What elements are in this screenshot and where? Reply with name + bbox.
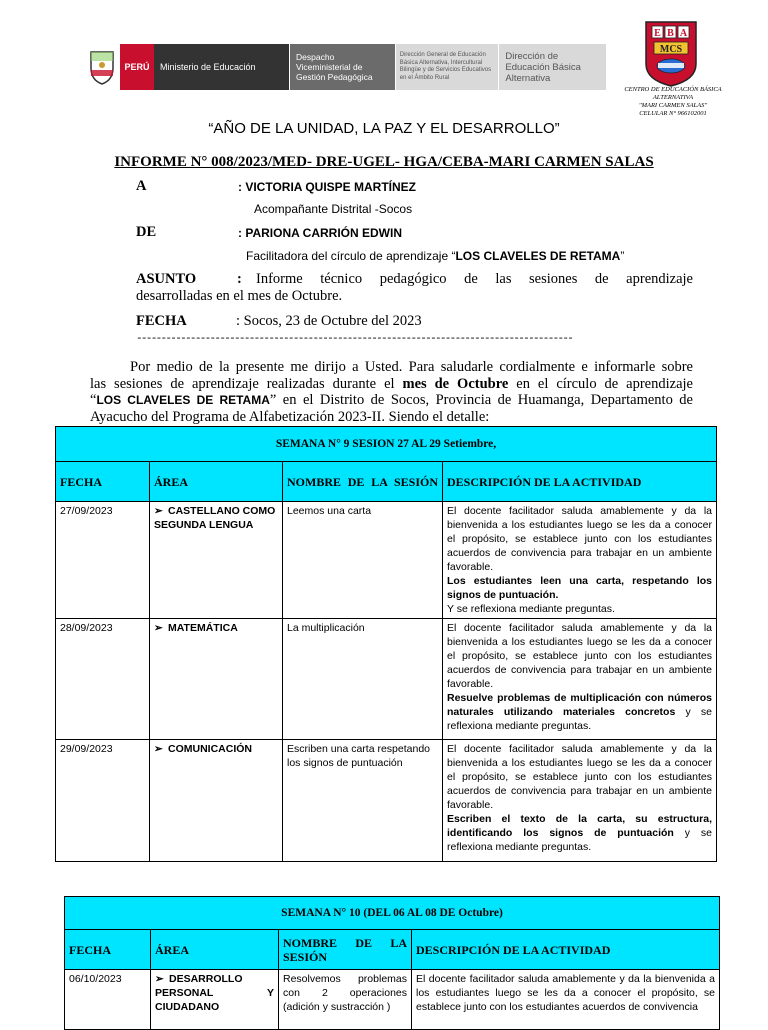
week9-title: SEMANA N° 9 SESION 27 AL 29 Setiembre, [56, 427, 717, 462]
col-descripcion: DESCRIPCIÓN DE LA ACTIVIDAD [412, 930, 720, 970]
col-nombre: NOMBRE DE LA SESIÓN [283, 462, 443, 502]
col-nombre: NOMBRE DE LA SESIÓN [279, 930, 412, 970]
asunto-text: Informe técnico pedagógico de las sesiones de aprendizaje [256, 271, 693, 287]
week10-table [64, 896, 720, 1030]
logo-letter-a: A [679, 28, 688, 39]
school-info [612, 86, 734, 118]
intro-line-4: Ayacucho del Programa de Alfabetización 2023-II. Siendo el detalle: [90, 408, 490, 425]
col-area: ÁREA [151, 930, 279, 970]
row-descripcion: El docente facilitador saluda amablemente y da la bienvenida a los estudiantes luego se les da a conocer el propósito, se establece junto con los estudiantes acuerdos de convivencia para trabajar en un ambiente favorable. Los estudiantes leen una carta, respetando los signos de puntuación. Y se reflexiona mediante preguntas. [443, 502, 717, 619]
de-value: : PARIONA CARRIÓN EDWIN [238, 226, 402, 240]
intro-line-2: las sesiones de aprendizaje realizadas durante el mes de Octubre en el círculo de aprendizaje [90, 375, 693, 392]
col-fecha: FECHA [65, 930, 151, 970]
week10-title: SEMANA N° 10 (DEL 06 AL 08 DE Octubre) [65, 897, 720, 930]
arrow-icon: ➢ [154, 743, 163, 755]
logo-letter-b: B [667, 28, 674, 39]
informe-title: INFORME N° 008/2023/MED- DRE-UGEL- HGA/CEBA-MARI CARMEN SALAS [114, 154, 654, 170]
row-descripcion: El docente facilitador saluda amablemente y da la bienvenida a los estudiantes luego se les da a conocer el propósito, se establece junto con los estudiantes acuerdos de convivencia para trabajar en un ambiente favorable. Escriben el texto de la carta, su estructura, identificando los signos de puntuación y se reflexiona mediante preguntas. [443, 740, 717, 862]
de-label: DE [136, 224, 157, 240]
row-fecha: 06/10/2023 [65, 970, 151, 1030]
row-fecha: 29/09/2023 [56, 740, 150, 862]
table-row [56, 619, 717, 740]
row-fecha: 27/09/2023 [56, 502, 150, 619]
intro-line-3: “LOS CLAVELES DE RETAMA” en el Distrito de Socos, Provincia de Huamanga, Departamento de [90, 392, 693, 408]
intro-line-1: Por medio de la presente me dirijo a Usted. Para saludarle cordialmente e informarle sobre [130, 359, 693, 375]
de-sub-bold: LOS CLAVELES DE RETAMA [455, 249, 621, 263]
government-banner [84, 44, 606, 90]
table-row [65, 970, 720, 1030]
fecha-value: : Socos, 23 de Octubre del 2023 [236, 313, 422, 329]
row-sesion: La multiplicación [283, 619, 443, 740]
row-area: ➢ DESARROLLO PERSONAL Y CIUDADANO [151, 970, 279, 1030]
logo-abbr: MCS [659, 44, 683, 55]
row-sesion: Resolvemos problemas con 2 operaciones (adición y sustracción ) [279, 970, 412, 1030]
school-info-line-2: "MARI CARMEN SALAS" [638, 102, 708, 109]
a-sub: Acompañante Distrital -Socos [254, 202, 413, 216]
despacho-label: Despacho Viceministerial de Gestión Pedagógica [290, 44, 396, 90]
year-motto: “AÑO DE LA UNIDAD, LA PAZ Y EL DESARROLLO” [208, 120, 560, 137]
intro-paragraph [90, 359, 693, 425]
school-info-line-1: CENTRO DE EDUCACIÓN BÁSICA ALTERNATIVA [624, 86, 722, 101]
col-area: ÁREA [150, 462, 283, 502]
a-value: : VICTORIA QUISPE MARTÍNEZ [238, 180, 417, 194]
table-row [56, 502, 717, 619]
a-label: A [136, 178, 147, 194]
ministerio-label: Ministerio de Educación [154, 44, 290, 90]
row-area: ➢ MATEMÁTICA [150, 619, 283, 740]
row-area: ➢ COMUNICACIÓN [150, 740, 283, 862]
table-row [56, 740, 717, 862]
fecha-label: FECHA [136, 313, 187, 329]
asunto-text-2: desarrolladas en el mes de Octubre. [136, 288, 343, 304]
school-logo [644, 20, 698, 88]
de-sub-prefix: Facilitadora del círculo de aprendizaje “ [246, 249, 456, 263]
direccion-general-label: Dirección General de Educación Básica Alternativa, Intercultural Bilingüe y de Servicios Educativos en el Ámbito Rural [396, 44, 500, 90]
de-sub [246, 249, 624, 263]
direccion-eba-label: Dirección de Educación Básica Alternativa [499, 44, 606, 90]
row-sesion: Escriben una carta respetando los signos de puntuación [283, 740, 443, 862]
col-fecha: FECHA [56, 462, 150, 502]
arrow-icon: ➢ [155, 973, 164, 985]
coat-of-arms-icon [84, 44, 120, 90]
row-sesion: Leemos una carta [283, 502, 443, 619]
asunto-label: ASUNTO [136, 271, 197, 287]
row-descripcion: El docente facilitador saluda amablemente y da la bienvenida a los estudiantes luego se les da a conocer el propósito, se establece junto con los estudiantes acuerdos de convivencia para trabajar en un ambiente favorable. Resuelve problemas de multiplicación con números naturales utilizando materiales concretos y se reflexiona mediante preguntas. [443, 619, 717, 740]
col-descripcion: DESCRIPCIÓN DE LA ACTIVIDAD [443, 462, 717, 502]
peru-label: PERÚ [120, 44, 154, 90]
asunto-colon: : [237, 271, 242, 287]
row-fecha: 28/09/2023 [56, 619, 150, 740]
row-descripcion: El docente facilitador saluda amablemente y da la bienvenida a los estudiantes luego se les da a conocer el propósito, se establece junto con los estudiantes acuerdos de convivencia [412, 970, 720, 1030]
row-area: ➢ CASTELLANO COMO SEGUNDA LENGUA [150, 502, 283, 619]
logo-letter-e: E [654, 28, 661, 39]
divider-line: ----------------------------------------------------------------------------------------- [136, 333, 573, 345]
week9-table [55, 426, 717, 862]
arrow-icon: ➢ [154, 622, 163, 634]
arrow-icon: ➢ [154, 505, 163, 517]
de-sub-suffix: ” [620, 249, 625, 263]
school-info-line-3: CELULAR N° 966102001 [639, 110, 707, 117]
